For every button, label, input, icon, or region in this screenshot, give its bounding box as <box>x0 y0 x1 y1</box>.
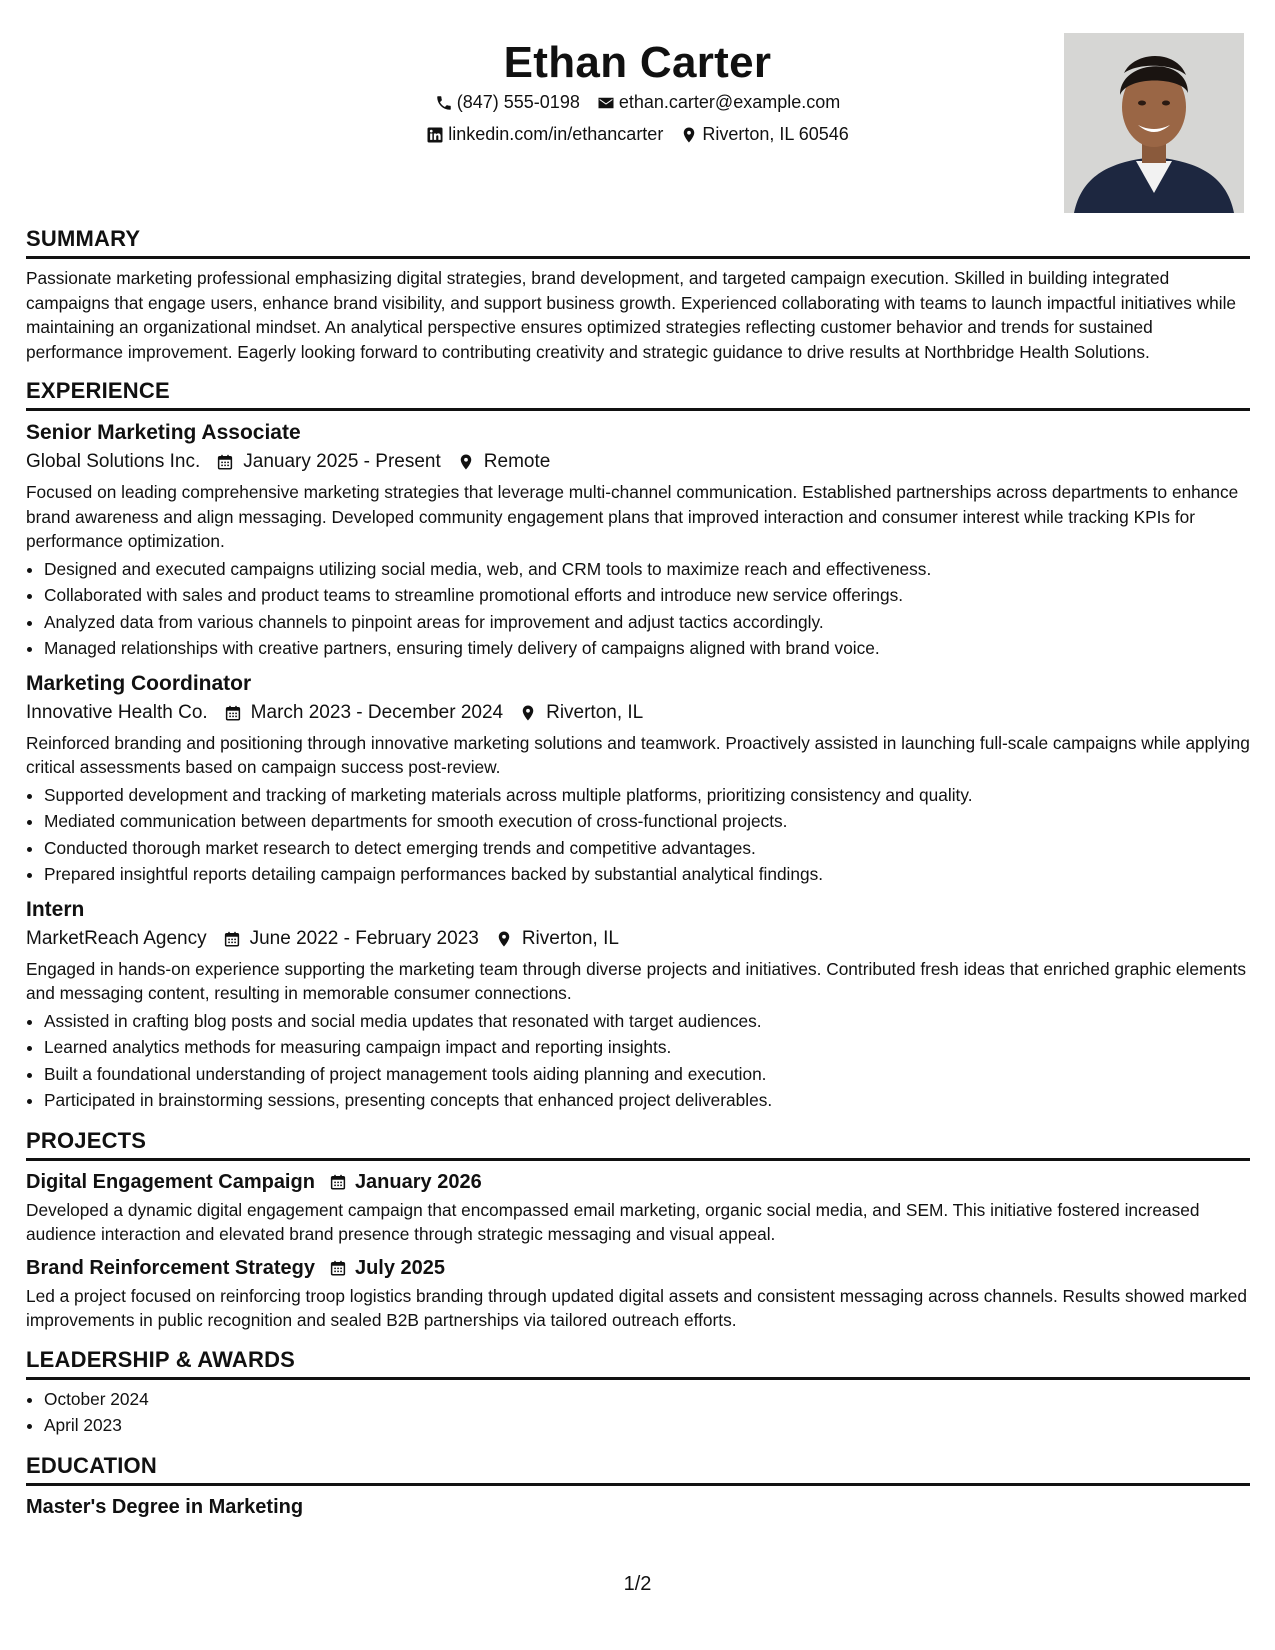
job-bullets <box>26 1008 1250 1114</box>
project-entry <box>26 1171 1250 1247</box>
email-contact[interactable] <box>597 92 840 113</box>
location-text: Riverton, IL 60546 <box>702 124 849 144</box>
job-location-text: Riverton, IL <box>521 927 619 949</box>
job-location <box>457 451 551 473</box>
resume-header <box>0 30 1275 210</box>
job-bullet: • Conducted thorough market research to detect emerging trends and competitive advantages. <box>44 835 1250 862</box>
job-dates-text: January 2025 - Present <box>243 451 441 472</box>
project-name: Brand Reinforcement Strategy <box>26 1256 315 1279</box>
project-date: July 2025 <box>354 1256 446 1279</box>
job-description: Reinforced branding and positioning through innovative marketing solutions and teamwork. Proactively assisted in launching full-scale campaigns while applying critical assessments based on campaign success post-review. <box>26 732 1250 777</box>
calendar-icon <box>329 1259 347 1277</box>
map-pin-icon <box>680 126 698 144</box>
job-meta <box>26 928 1250 950</box>
award-item: • October 2024 <box>44 1386 1250 1413</box>
job-bullet: • Managed relationships with creative partners, ensuring timely delivery of campaigns aligned with brand voice. <box>44 635 1250 662</box>
page-number: 1/2 <box>623 1573 652 1595</box>
job-meta <box>26 702 1250 724</box>
linkedin-contact[interactable] <box>426 124 663 145</box>
job-bullet: • Supported development and tracking of marketing materials across multiple platforms, prioritizing consistency and quality. <box>44 782 1250 809</box>
job-dates <box>216 451 441 473</box>
location-contact <box>680 124 848 145</box>
profile-photo <box>1064 33 1244 213</box>
map-pin-icon <box>457 453 475 471</box>
job-bullet: • Assisted in crafting blog posts and social media updates that resonated with target audiences. <box>44 1008 1250 1035</box>
phone-icon <box>435 94 453 112</box>
calendar-icon <box>329 1173 347 1191</box>
map-pin-icon <box>519 704 537 722</box>
project-header <box>26 1171 1250 1194</box>
job-entry <box>26 672 1250 888</box>
job-dates <box>224 702 503 724</box>
job-bullets <box>26 556 1250 662</box>
resume-content <box>26 226 1250 1519</box>
job-bullet: • Built a foundational understanding of project management tools aiding planning and execution. <box>44 1061 1250 1088</box>
job-location <box>495 928 619 950</box>
summary-text: Passionate marketing professional emphasizing digital strategies, brand development, and targeted campaign execution. Skilled in building integrated campaigns that engage users, enhance brand visibility, and support business growth. Experienced collaborating with teams to launch impactful initiatives while maintaining an organizational mindset. An analytical perspective ensures optimized strategies reflecting customer behavior and trends for sustained performance improvement. Eagerly looking forward to contributing creativity and strategic guidance to drive results at Northbridge Health Solutions. <box>26 268 1237 362</box>
job-bullet: • Mediated communication between departments for smooth execution of cross-functional projects. <box>44 808 1250 835</box>
project-name: Digital Engagement Campaign <box>26 1170 315 1193</box>
job-dates-text: June 2022 - February 2023 <box>249 927 479 949</box>
awards-list <box>26 1386 1250 1439</box>
job-role: Senior Marketing Associate <box>26 421 301 444</box>
job-bullet: • Prepared insightful reports detailing campaign performances backed by substantial analytical findings. <box>44 861 1250 888</box>
job-bullet: • Learned analytics methods for measuring campaign impact and reporting insights. <box>44 1034 1250 1061</box>
job-role: Intern <box>26 897 85 921</box>
job-bullet: • Participated in brainstorming sessions, presenting concepts that enhanced project deliverables. <box>44 1087 1250 1114</box>
section-title-projects: PROJECTS <box>26 1128 1250 1161</box>
project-description: Developed a dynamic digital engagement campaign that encompassed email marketing, organic social media, and SEM. This initiative fostered increased audience interaction and elevated brand presence through strategic messaging and visual appeal. <box>26 1199 1200 1244</box>
map-pin-icon <box>495 930 513 948</box>
calendar-icon <box>223 930 241 948</box>
award-item: • April 2023 <box>44 1412 1250 1439</box>
job-description: Engaged in hands-on experience supporting the marketing team through diverse projects and initiatives. Contributed fresh ideas that enriched graphic elements and messaging content, resulting in memorable consumer connections. <box>26 958 1247 1003</box>
job-dates-text: March 2023 - December 2024 <box>250 701 504 723</box>
candidate-name: Ethan Carter <box>503 38 772 87</box>
phone-contact <box>435 92 580 113</box>
linkedin-url[interactable]: linkedin.com/in/ethancarter <box>448 124 664 144</box>
job-dates <box>223 928 479 950</box>
job-bullets <box>26 782 1250 888</box>
job-description: Focused on leading comprehensive marketing strategies that leverage multi-channel communication. Established partnerships across departments to enhance brand awareness and align messaging. Developed community engagement plans that improved interaction and consumer interest while tracking KPIs for performance optimization. <box>26 482 1239 551</box>
job-company: Global Solutions Inc. <box>26 451 201 472</box>
job-location-text: Riverton, IL <box>546 701 644 723</box>
job-company: Innovative Health Co. <box>26 701 208 723</box>
project-description: Led a project focused on reinforcing troop logistics branding through updated digital assets and consistent messaging across channels. Results showed marked improvements in public recognition and sealed B2B partnerships via tailored outreach efforts. <box>26 1285 1247 1330</box>
email-address[interactable]: ethan.carter@example.com <box>618 92 841 112</box>
section-title-awards: LEADERSHIP & AWARDS <box>26 1347 1250 1380</box>
linkedin-icon <box>426 126 444 144</box>
calendar-icon <box>216 453 234 471</box>
job-location <box>519 702 643 724</box>
section-title-summary: SUMMARY <box>26 226 1250 259</box>
job-meta <box>26 451 1250 473</box>
job-company: MarketReach Agency <box>26 927 207 949</box>
job-bullet: • Designed and executed campaigns utilizing social media, web, and CRM tools to maximize reach and effectiveness. <box>44 556 1250 583</box>
job-role: Marketing Coordinator <box>26 671 252 695</box>
envelope-icon <box>597 94 615 112</box>
project-header <box>26 1257 1250 1280</box>
phone-number: (847) 555-0198 <box>456 92 580 112</box>
project-date: January 2026 <box>354 1170 482 1193</box>
job-bullet: • Collaborated with sales and product teams to streamline promotional efforts and introduce new service offerings. <box>44 582 1250 609</box>
section-title-education: EDUCATION <box>26 1453 1250 1486</box>
calendar-icon <box>224 704 242 722</box>
job-bullet: • Analyzed data from various channels to pinpoint areas for improvement and adjust tactics accordingly. <box>44 609 1250 636</box>
section-title-experience: EXPERIENCE <box>26 378 1250 411</box>
education-degree: Master's Degree in Marketing <box>26 1495 304 1518</box>
project-entry <box>26 1257 1250 1333</box>
job-entry <box>26 421 1250 662</box>
job-entry <box>26 898 1250 1114</box>
job-location-text: Remote <box>483 451 551 472</box>
